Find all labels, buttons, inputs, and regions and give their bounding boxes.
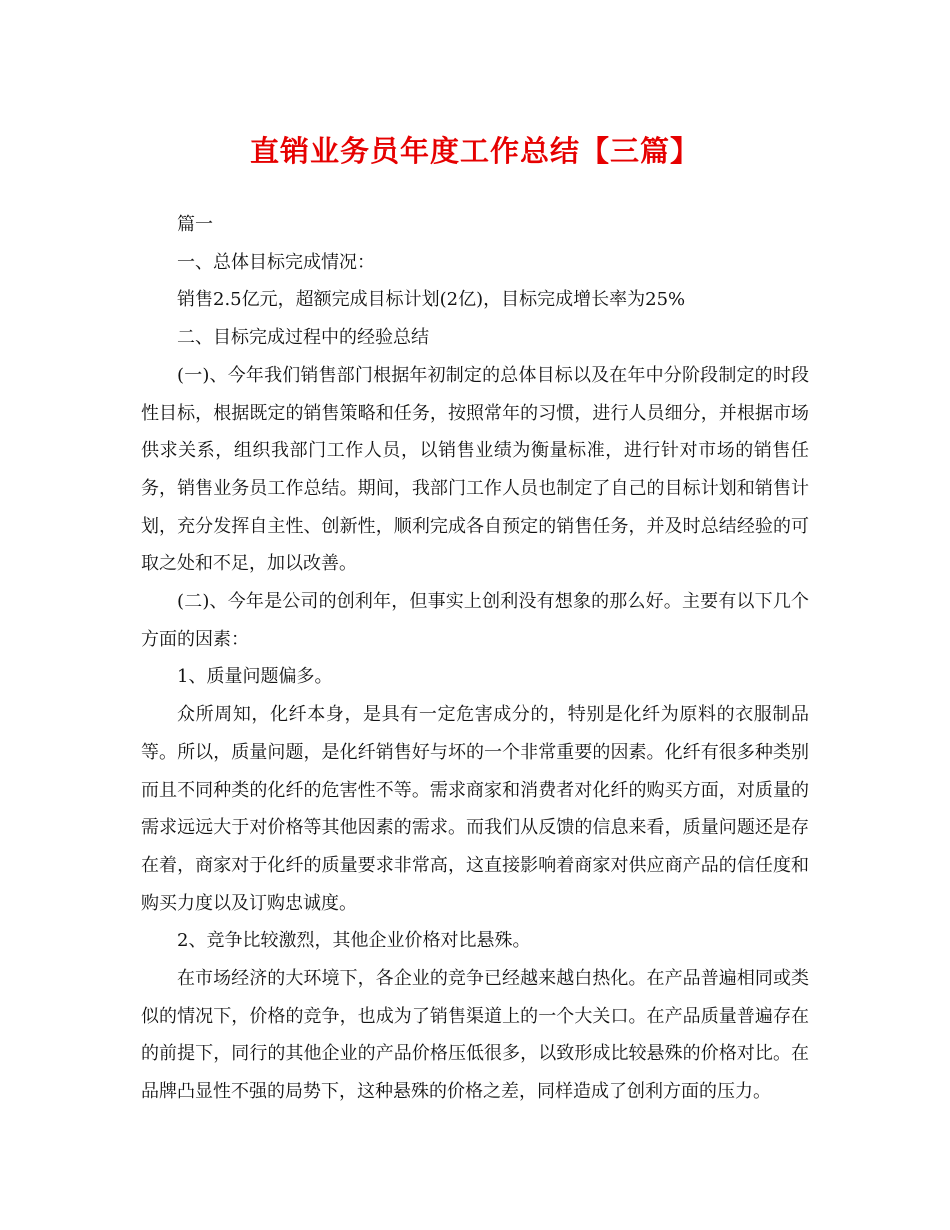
paragraph-competition: 在市场经济的大环境下，各企业的竞争已经越来越白热化。在产品普遍相同或类似的情况下，价格的竞争，也成为了销售渠道上的一个大关口。在产品质量普遍存在的前提下，同行的其他企业的产品价格压低很多，以致形成比较悬殊的价格对比。在品牌凸显性不强的局势下，这种悬殊的价格之差，同样造成了创利方面的压力。 xyxy=(141,968,809,1103)
paragraph-item-one: (一)、今年我们销售部门根据年初制定的总体目标以及在年中分阶段制定的时段性目标，根据既定的销售策略和任务，按照常年的习惯，进行人员细分，并根据市场供求关系，组织我部门工作人员，以销售业绩为衡量标准，进行针对市场的销售任务，销售业务员工作总结。期间，我部门工作人员也制定了自己的目标计划和销售计划，充分发挥自主性、创新性，顺利完成各自预定的销售任务，并及时总结经验的可取之处和不足，加以改善。 xyxy=(141,364,809,575)
document-title: 直销业务员年度工作总结【三篇】 xyxy=(249,134,700,168)
paragraph-sales-result: 销售2.5亿元，超额完成目标计划(2亿)，目标完成增长率为25% xyxy=(177,289,686,311)
document-body xyxy=(141,206,809,1111)
heading-experience-summary: 二、目标完成过程中的经验总结 xyxy=(177,327,429,349)
heading-goal-completion: 一、总体目标完成情况： xyxy=(177,251,375,273)
heading-competition: 2、竞争比较激烈，其他企业价格对比悬殊。 xyxy=(177,930,531,952)
section-heading-part-one: 篇一 xyxy=(177,214,213,235)
heading-quality-issues: 1、质量问题偏多。 xyxy=(177,666,333,688)
paragraph-item-two: (二)、今年是公司的创利年，但事实上创利没有想象的那么好。主要有以下几个方面的因素： xyxy=(141,591,809,650)
paragraph-quality-issues: 众所周知，化纤本身，是具有一定危害成分的，特别是化纤为原料的衣服制品等。所以，质量问题，是化纤销售好与坏的一个非常重要的因素。化纤有很多种类别而且不同种类的化纤的危害性不等。需求商家和消费者对化纤的购买方面，对质量的需求远远大于对价格等其他因素的需求。而我们从反馈的信息来看，质量问题还是存在着，商家对于化纤的质量要求非常高，这直接影响着商家对供应商产品的信任度和购买力度以及订购忠诚度。 xyxy=(141,704,809,914)
